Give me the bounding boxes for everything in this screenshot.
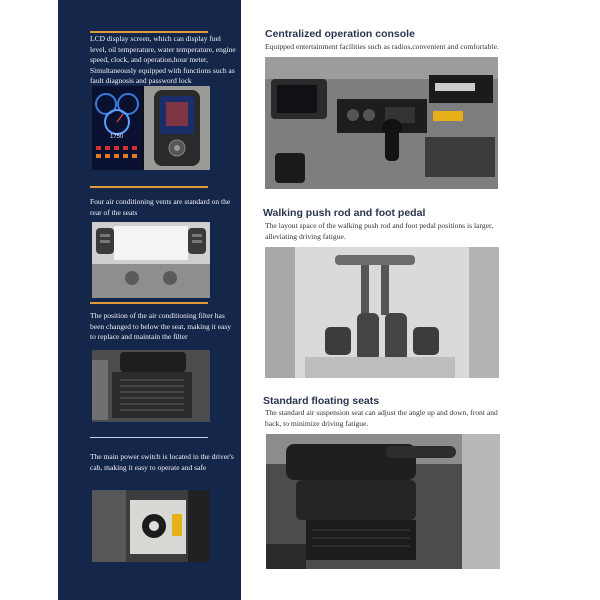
lcd-description: LCD display screen, which can display fuel level, oil temperature, water temperature, engine speed, clock, and operation,hour meter, Simultaneously equipped with functions such as fault diagnosis and password lock <box>90 34 236 85</box>
power-switch-description: The main power switch is located in the driver's cab, making it easy to operate and safe <box>90 452 234 472</box>
seat-photo <box>266 434 500 569</box>
filter-description: The position of the air conditioning filter has been changed to below the seat, making it easy to replace and maintain the filter <box>90 311 231 341</box>
left-feature-panel <box>58 0 241 600</box>
console-title: Centralized operation console <box>265 28 415 40</box>
pedal-photo <box>265 247 499 378</box>
console-description: Equipped entertainment facilities such as radios,convenient and comfortable. <box>265 42 499 51</box>
pedal-title: Walking push rod and foot pedal <box>263 207 426 219</box>
seat-filter-photo <box>92 350 210 422</box>
seat-description: The standard air suspension seat can adjust the angle up and down, front and back, to minimize driving fatigue. <box>265 408 498 428</box>
accent-line <box>90 302 208 304</box>
accent-line <box>90 31 208 33</box>
lcd-reading: 1750 <box>110 134 124 140</box>
pedal-description: The layout space of the walking push rod and foot pedal positions is larger, alleviating driving fatigue. <box>265 221 494 241</box>
accent-line <box>90 186 208 188</box>
vents-description: Four air conditioning vents are standard on the rear of the seats <box>90 197 231 217</box>
divider-line <box>90 437 208 438</box>
power-switch-photo <box>92 490 210 562</box>
lcd-screen-photo <box>92 86 210 170</box>
seat-title: Standard floating seats <box>263 395 380 407</box>
air-vents-photo <box>92 222 210 298</box>
console-photo <box>265 57 498 189</box>
